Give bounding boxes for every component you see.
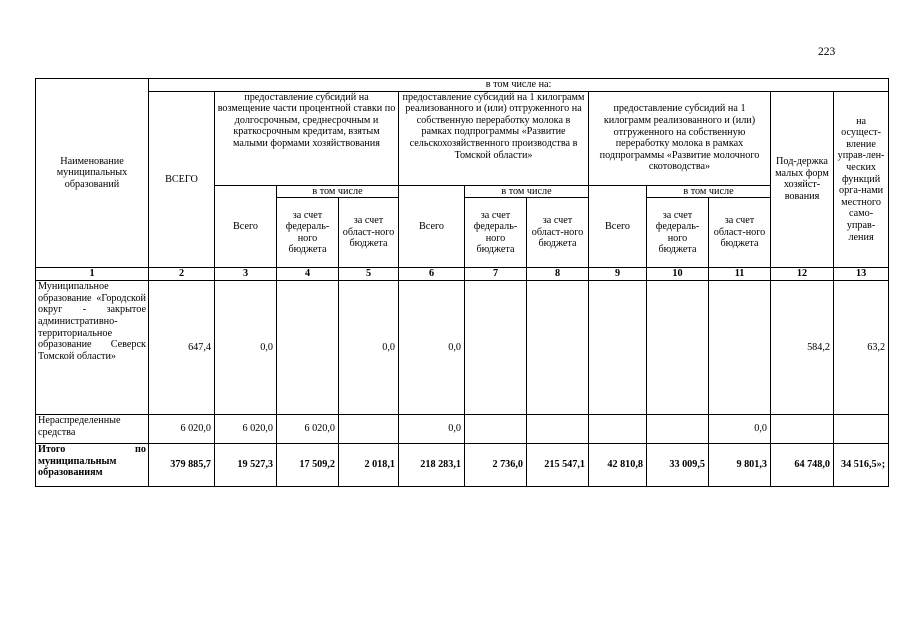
header-federal-4: за счет федераль-ного бюджета [277,198,339,268]
cell: 33 009,5 [647,444,709,487]
cell [834,415,889,444]
row-name: Муниципальное образование «Городской округ - закрытое административно-территориальное образование Северск Томской области» [36,281,149,415]
header-regional-8: за счет област-ного бюджета [527,198,589,268]
cell: 42 810,8 [589,444,647,487]
cell: 0,0 [399,415,465,444]
cell [527,415,589,444]
table-row [36,415,889,444]
cell [589,415,647,444]
cell: 6 020,0 [277,415,339,444]
column-number: 8 [527,268,589,281]
column-number: 11 [709,268,771,281]
cell [647,415,709,444]
cell: 17 509,2 [277,444,339,487]
cell: 215 547,1 [527,444,589,487]
cell [647,281,709,415]
column-number: 7 [465,268,527,281]
cell [771,415,834,444]
header-including-6: в том числе [465,185,589,198]
column-number: 1 [36,268,149,281]
table-row-total [36,444,889,487]
column-number: 4 [277,268,339,281]
header-subtotal-6: Всего [399,185,465,268]
cell: 0,0 [339,281,399,415]
cell [465,415,527,444]
header-subtotal-9: Всего [589,185,647,268]
cell: 584,2 [771,281,834,415]
cell: 0,0 [399,281,465,415]
column-number: 10 [647,268,709,281]
cell-total: 647,4 [149,281,215,415]
column-number: 13 [834,268,889,281]
header-regional-11: за счет област-ного бюджета [709,198,771,268]
page-number: 223 [818,46,836,58]
cell: 34 516,5»; [834,444,889,487]
column-number: 3 [215,268,277,281]
cell: 19 527,3 [215,444,277,487]
cell: 6 020,0 [215,415,277,444]
header-subtotal-3: Всего [215,185,277,268]
header-group-milk-2: предоставление субсидий на 1 килограмм реализованного и (или) отгруженного на собственную переработку молока в рамках подпрограммы «Развитие молочного скотоводства» [589,91,771,185]
cell [277,281,339,415]
header-federal-10: за счет федераль-ного бюджета [647,198,709,268]
header-support: Под-держка малых форм хозяйст-вования [771,91,834,268]
header-federal-7: за счет федераль-ного бюджета [465,198,527,268]
column-number: 6 [399,268,465,281]
cell: 2 736,0 [465,444,527,487]
column-number: 5 [339,268,399,281]
table-row [36,281,889,415]
cell [339,415,399,444]
cell [465,281,527,415]
cell [589,281,647,415]
header-name: Наименование муниципальных образований [36,79,149,268]
row-name: Нераспределенные средства [36,415,149,444]
cell: 218 283,1 [399,444,465,487]
header-total: ВСЕГО [149,91,215,268]
header-including-9: в том числе [647,185,771,198]
cell: 2 018,1 [339,444,399,487]
budget-table [35,78,889,487]
cell-total: 379 885,7 [149,444,215,487]
cell: 9 801,3 [709,444,771,487]
column-number: 12 [771,268,834,281]
column-number: 9 [589,268,647,281]
header-regional-5: за счет област-ного бюджета [339,198,399,268]
header-including-3: в том числе [277,185,399,198]
header-group-milk-1: предоставление субсидий на 1 килограмм реализованного и (или) отгруженного на собственную переработку молока в рамках подпрограммы «Развитие сельскохозяйственного производства в Томской области» [399,91,589,185]
cell [527,281,589,415]
header-including: в том числе на: [149,79,889,92]
cell: 0,0 [215,281,277,415]
cell: 64 748,0 [771,444,834,487]
cell-total: 6 020,0 [149,415,215,444]
column-number: 2 [149,268,215,281]
cell: 0,0 [709,415,771,444]
row-name: Итого по муниципальным образованиям [36,444,149,487]
header-group-interest: предоставление субсидий на возмещение части процентной ставки по долгосрочным, среднесрочным и краткосрочным кредитам, взятым малыми формами хозяйствования [215,91,399,185]
cell: 63,2 [834,281,889,415]
cell [709,281,771,415]
header-functions: на осущест-вление управ-лен-ческих функций орга-нами местного само-управ-ления [834,91,889,268]
